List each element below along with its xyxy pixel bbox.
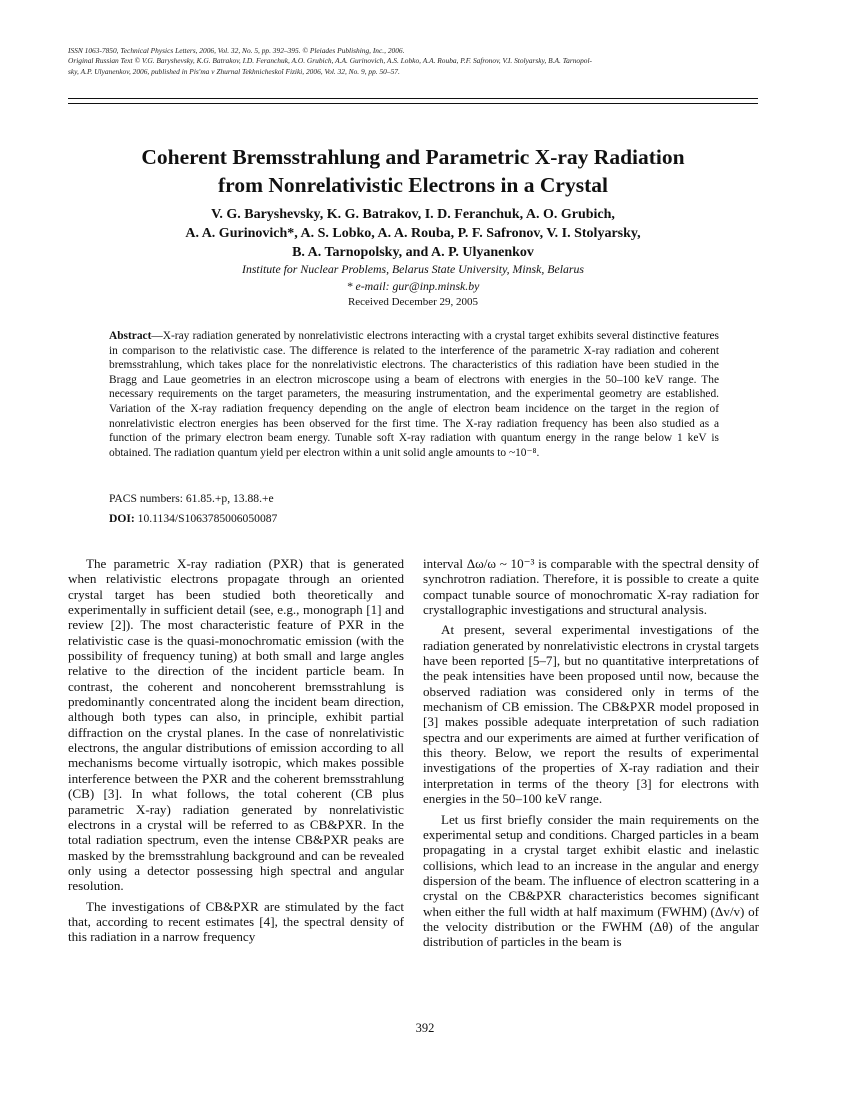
authors-line-1: V. G. Baryshevsky, K. G. Batrakov, I. D. Feranchuk, A. O. Grubich,	[211, 207, 615, 222]
affiliation-block	[68, 261, 758, 311]
abstract-text: —X-ray radiation generated by nonrelativistic electrons interacting with a crystal target exhibits several distinctive features in comparison to the relativistic case. The difference is related to the interference of the parametric X-ray radiation and coherent bremsstrahlung, which takes place for the nonrelativistic electrons. The characteristics of this radiation have been studied in the Bragg and Laue geometries in an electron microscope using a beam of electrons with energies in the 50–100 keV range. The necessary requirements on the target parameters, the measuring instrumentation, and the experimental geometry are established. Variation of the X-ray radiation frequency depending on the angle of electron beam incidence on the target in the region of nonrelativistic electron energies has been observed for the first time. The X-ray radiation frequency has been also studied as a function of the primary electron beam energy. Tunable soft X-ray radiation with quantum energy in the range below 1 keV is obtained. The radiation quantum yield per electron within a unit solid angle amounts to ~10⁻⁸.	[109, 330, 719, 459]
institute: Institute for Nuclear Problems, Belarus State University, Minsk, Belarus	[242, 262, 584, 276]
right-paragraph-3: Let us first briefly consider the main requirements on the experimental setup and conditions. Charged particles in a beam propagating in a crystal target exhibit elastic and inelastic collisions, which lead to an increase in the angular and energy dispersion of the beam. The influence of electron scattering in a crystal on the CB&PXR characteristics becomes significant when either the full width at half maximum (FWHM) (Δv/v) of the velocity distribution or the FWHM (Δθ) of the angular distribution of particles in the beam is	[423, 811, 759, 950]
journal-header	[68, 46, 762, 77]
authors-line-2: A. A. Gurinovich*, A. S. Lobko, A. A. Rouba, P. F. Safronov, V. I. Stolyarsky,	[185, 226, 641, 241]
header-line-1: ISSN 1063-7850, Technical Physics Letters, 2006, Vol. 32, No. 5, pp. 392–395. © Pleiades Publishing, Inc., 2006.	[68, 46, 405, 55]
header-line-3: sky, A.P. Ulyanenkov, 2006, published in Pis'ma v Zhurnal Tekhnicheskoĭ Fiziki, 2006, Vol. 32, No. 9, pp. 50–57.	[68, 66, 400, 76]
title-line-1: Coherent Bremsstrahlung and Parametric X-ray Radiation	[141, 145, 685, 169]
right-paragraph-2: At present, several experimental investigations of the radiation generated by nonrelativistic electrons in crystal targets have been reported [5–7], but no quantitative interpretations of the peak intensities have been proposed until now, because the observed radiation was considered only in terms of the mechanism of CB emission. The CB&PXR model proposed in [3] makes possible adequate interpretation of such radiation spectra and our experiments are aimed at further verification of this theory. Below, we report the results of experimental investigations of the properties of X-ray radiation and their interpretation in terms of the theory [3] for electrons with energies in the 50–100 keV range.	[423, 622, 759, 807]
doi-label: DOI:	[109, 512, 135, 525]
abstract-paragraph	[109, 329, 719, 460]
header-rule-thin	[68, 103, 758, 104]
article-title	[68, 143, 758, 199]
author-list	[68, 205, 758, 262]
left-paragraph-1: The parametric X-ray radiation (PXR) that is generated when relativistic electrons propagate through an oriented crystal target has been studied both theoretically and experimentally in sufficient detail (see, e.g., monograph [1] and review [2]). The most characteristic feature of PXR in the relativistic case is the quasi-monochromatic emission (with the possibility of frequency tuning) at both small and large angles relative to the direction of the incident particle beam. In contrast, the coherent and noncoherent bremsstrahlung is predominantly concentrated along the incident beam direction, although both types can also, in principle, exhibit partial diffraction on the crystal planes. In the case of nonrelativistic electrons, the angular distributions of emission according to all mechanisms become virtually isotropic, which makes possible interference between the PXR and the coherent bremsstrahlung (CB) [3]. In what follows, the total coherent (CB plus parametric X-ray) radiation generated by nonrelativistic electrons in a crystal will be referred to as CB&PXR. In the total radiation spectrum, even the intense CB&PXR peaks are masked by the bremsstrahlung background and can be revealed only using a detector possessing high spectral and angular resolution.	[68, 556, 404, 894]
header-rule-thick	[68, 98, 758, 99]
pacs-numbers: PACS numbers: 61.85.+p, 13.88.+e	[109, 492, 274, 505]
title-line-2: from Nonrelativistic Electrons in a Crystal	[218, 173, 608, 197]
left-paragraph-2: The investigations of CB&PXR are stimulated by the fact that, according to recent estimates [4], the spectral density of this radiation in a narrow frequency	[68, 898, 404, 945]
authors-line-3: B. A. Tarnopolsky, and A. P. Ulyanenkov	[292, 245, 534, 260]
body-column-left	[68, 556, 404, 950]
abstract-label: Abstract	[109, 330, 152, 342]
right-paragraph-1: interval Δω/ω ~ 10⁻³ is comparable with the spectral density of synchrotron radiation. Therefore, it is possible to create a quite compact tunable source of monochromatic X-ray radiation for crystallographic investigations and structural analysis.	[423, 556, 759, 618]
email[interactable]: * e-mail: gur@inp.minsk.by	[346, 278, 480, 293]
page-number: 392	[415, 1021, 435, 1035]
received-date: Received December 29, 2005	[347, 296, 479, 308]
body-column-right	[423, 556, 759, 955]
header-line-2: Original Russian Text © V.G. Baryshevsky, K.G. Batrakov, I.D. Feranchuk, A.O. Grubich, A.A. Gurinovich, A.S. Lobko, A.A. Rouba, P.F. Safronov, V.I. Stolyarsky, B.A. Tarnopol-	[68, 56, 593, 66]
doi-value[interactable]: 10.1134/S1063785006050087	[137, 512, 278, 525]
abstract	[109, 329, 719, 460]
doi-line	[109, 512, 277, 525]
